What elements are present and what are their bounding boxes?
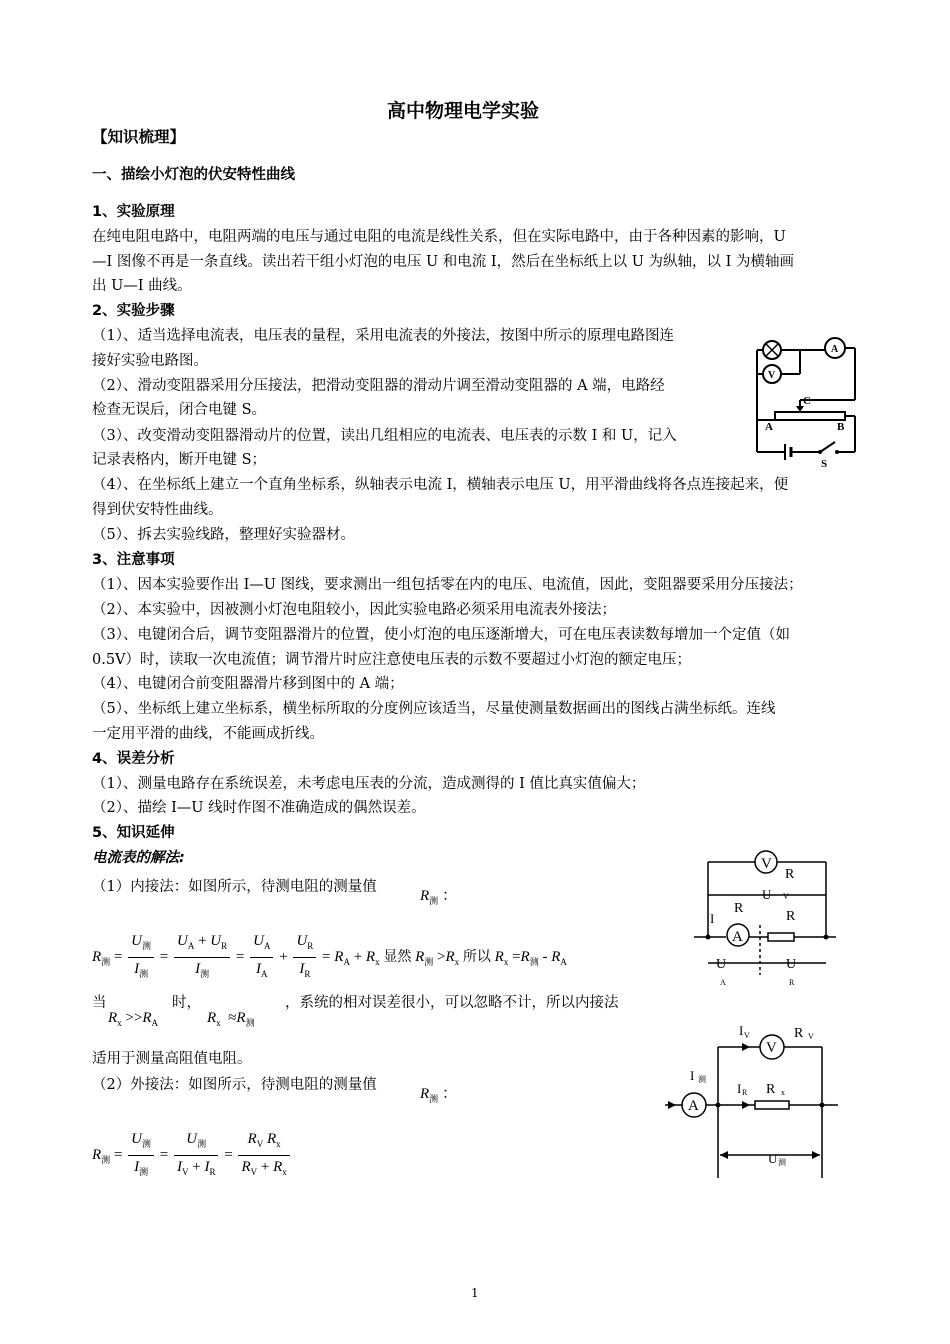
principle-line: 在纯电阻电路中，电阻两端的电压与通过电阻的电流是线性关系，但在实际电路中，由于各种因素的影响，U xyxy=(92,229,786,245)
svg-text:I: I xyxy=(710,911,715,926)
label-a: A xyxy=(765,421,773,433)
svg-text:x: x xyxy=(781,1088,785,1097)
svg-text:V: V xyxy=(744,1031,750,1040)
page-number: 1 xyxy=(471,1286,479,1300)
conclusion-line: 适用于测量高阻值电阻。 xyxy=(92,1051,252,1067)
svg-text:A: A xyxy=(831,344,839,355)
page-title: 高中物理电学实验 xyxy=(387,100,540,122)
step-line: 得到伏安特性曲线。 xyxy=(92,502,223,518)
note-line: （2）、本实验中，因被测小灯泡电阻较小，因此实验电路必须采用电流表外接法； xyxy=(92,602,616,618)
obviously-text: 显然 xyxy=(383,948,412,965)
svg-text:U: U xyxy=(762,887,772,902)
step-line: 检查无误后，闭合电键 S。 xyxy=(92,402,267,418)
svg-text:I: I xyxy=(690,1068,695,1083)
svg-text:V: V xyxy=(766,1040,777,1056)
step-line: 接好实验电路图。 xyxy=(92,353,208,369)
svg-text:A: A xyxy=(688,1098,699,1114)
step-line: （3）、改变滑动变阻器滑动片的位置，读出几组相应的电流表、电压表的示数 I 和 U，记入 xyxy=(92,428,677,444)
outer-measured-symbol: $R_测$ ： xyxy=(420,1086,457,1104)
note-line: （4）、电键闭合前变阻器滑片移到图中的 A 端； xyxy=(92,676,404,692)
svg-text:测: 测 xyxy=(698,1075,706,1084)
conclusion-line: ，系统的相对误差很小，可以忽略不计，所以内接法 xyxy=(285,995,619,1011)
principle-line: 出 U—I 曲线。 xyxy=(92,278,192,294)
resistor-icon xyxy=(768,933,794,941)
circuit-diagram-outer xyxy=(660,1020,840,1185)
section-header: 【知识梳理】 xyxy=(92,128,186,146)
error-line: （1）、测量电路存在系统误差，未考虑电压表的分流，造成测得的 I 值比真实值偏大； xyxy=(92,776,646,792)
svg-text:A: A xyxy=(720,978,726,987)
svg-text:R: R xyxy=(786,909,796,924)
when-text: 当 xyxy=(92,995,107,1011)
svg-text:V: V xyxy=(808,1032,814,1041)
outer-method-line: （2）外接法：如图所示，待测电阻的测量值 xyxy=(92,1077,377,1093)
note-line: 0.5V）时，读取一次电流值；调节滑片时应注意使电压表的示数不要超过小灯泡的额定电压； xyxy=(92,652,692,668)
approx-formula: $R_x \approx R_测$ xyxy=(207,1010,255,1028)
so-text: 所以 xyxy=(462,948,491,965)
svg-text:V: V xyxy=(783,892,789,901)
note-line: （1）、因本实验要作出 I—U 图线，要求测出一组包括零在内的电压、电流值，因此，变阻器要采用分压接法； xyxy=(92,577,803,593)
rheostat-icon xyxy=(775,412,845,420)
circuit-diagram-voltammetry xyxy=(745,330,870,470)
svg-text:R: R xyxy=(734,901,744,916)
svg-text:U: U xyxy=(786,957,797,972)
step-line: （2）、滑动变阻器采用分压接法，把滑动变阻器的滑动片调至滑动变阻器的 A 端，电路经 xyxy=(92,378,665,394)
inner-method-line: （1）内接法：如图所示，待测电阻的测量值 xyxy=(92,879,377,895)
notes-heading: 3、注意事项 xyxy=(92,552,175,568)
svg-text:U: U xyxy=(768,1151,778,1166)
note-line: （3）、电键闭合后，调节变阻器滑片的位置，使小灯泡的电压逐渐增大，可在电压表读数每增加一个定值（如 xyxy=(92,627,790,643)
svg-text:R: R xyxy=(742,1088,748,1097)
label-b: B xyxy=(837,421,845,433)
svg-text:R: R xyxy=(789,978,795,987)
principle-heading: 1、实验原理 xyxy=(92,204,175,220)
svg-text:V: V xyxy=(768,370,776,381)
error-heading: 4、误差分析 xyxy=(92,751,175,767)
part1-title: 一、描绘小灯泡的伏安特性曲线 xyxy=(92,167,295,183)
svg-text:I: I xyxy=(737,1081,742,1096)
svg-text:U: U xyxy=(716,957,727,972)
error-line: （2）、描绘 I—U 线时作图不准确造成的偶然误差。 xyxy=(92,800,426,816)
principle-line: —I 图像不再是一条直线。读出若干组小灯泡的电压 U 和电流 I，然后在坐标纸上以 U 为纵轴，以 I 为横轴画 xyxy=(92,254,794,270)
circuit-diagram-inner xyxy=(690,845,840,990)
step-line: （1）、适当选择电流表，电压表的量程，采用电流表的外接法，按图中所示的原理电路图连 xyxy=(92,328,674,344)
svg-text:I: I xyxy=(739,1023,744,1038)
condition-formula: $R_x >>R_A$ xyxy=(108,1010,159,1028)
outer-formula: $R_测$ = $\frac{U_测}{I_测}$ = $\frac{U_测}{I_V + I_R}$ = $\frac{R_V R_x}{R_V + R_x}$ xyxy=(92,1128,292,1183)
extension-heading: 5、知识延伸 xyxy=(92,825,175,841)
switch-icon xyxy=(820,442,835,452)
svg-text:R: R xyxy=(785,867,795,882)
inner-formula: $R_测$ = $\frac{U_测}{I_测}$ = $\frac{U_A + U_R}{I_测}$ = $\frac{U_A}{I_A}$ + $\frac{U_R}{I_R}$ = $R_A + R_x$ 显然 $R_测 >R_x$ 所以 $R_x =R_测 - R_A$ xyxy=(92,930,567,985)
note-line: （5）、坐标纸上建立坐标系，横坐标所取的分度例应该适当，尽量使测量数据画出的图线占满坐标纸。连线 xyxy=(92,701,776,717)
svg-text:R: R xyxy=(794,1026,804,1041)
label-c: C xyxy=(803,395,811,407)
svg-text:R: R xyxy=(766,1082,776,1097)
steps-heading: 2、实验步骤 xyxy=(92,303,175,319)
resistor-icon xyxy=(755,1101,789,1109)
extension-subheading: 电流表的解法: xyxy=(92,850,185,866)
svg-text:A: A xyxy=(732,929,743,945)
svg-text:测: 测 xyxy=(778,1158,786,1167)
step-line: 记录表格内，断开电键 S； xyxy=(92,452,267,468)
inner-measured-symbol: $R_测$ ： xyxy=(420,888,457,906)
step-line: （4）、在坐标纸上建立一个直角坐标系，纵轴表示电流 I，横轴表示电压 U，用平滑曲线将各点连接起来，便 xyxy=(92,477,789,493)
note-line: 一定用平滑的曲线，不能画成折线。 xyxy=(92,726,324,742)
label-s: S xyxy=(821,458,828,470)
when2-text: 时， xyxy=(172,995,201,1011)
step-line: （5）、拆去实验线路，整理好实验器材。 xyxy=(92,527,355,543)
svg-text:V: V xyxy=(761,856,772,872)
